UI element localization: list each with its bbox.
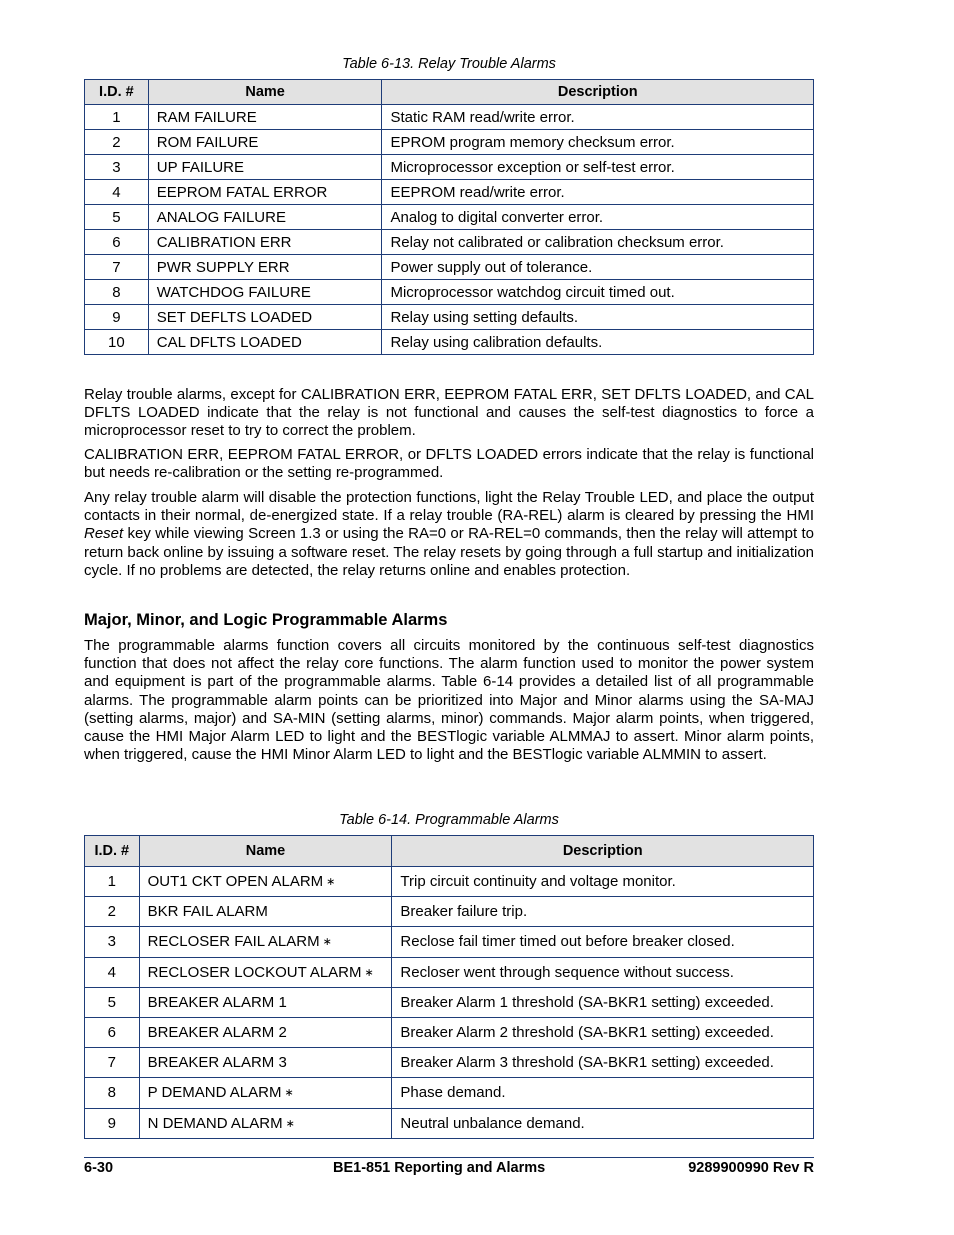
row-name: RAM FAILURE [148, 105, 382, 130]
row-id: 3 [85, 927, 140, 957]
row-id: 4 [85, 180, 149, 205]
row-description: Relay using calibration defaults. [382, 330, 814, 355]
table-row [85, 1078, 814, 1108]
row-id: 10 [85, 330, 149, 355]
alarm-name: OUT1 CKT OPEN ALARM [147, 873, 324, 891]
paragraph-trouble-alarm-behavior [84, 489, 814, 580]
reset-key-label: Reset [84, 525, 124, 543]
row-name [139, 987, 392, 1017]
relay-trouble-alarms-table [84, 79, 814, 355]
header-name: Name [148, 80, 382, 105]
section-heading: Major, Minor, and Logic Programmable Alarms [84, 611, 448, 629]
row-id: 9 [85, 1108, 140, 1138]
row-id: 8 [85, 280, 149, 305]
paragraph-text: key while viewing Screen 1.3 or using the RA=0 or RA-REL=0 commands, then the relay will attempt to return back online by issuing a software reset. The relay resets by going through a full startup and initialization cycle. If no problems are detected, the relay returns online and enables protection. [84, 525, 814, 579]
alarm-name: BREAKER ALARM 1 [147, 993, 287, 1011]
row-description: EPROM program memory checksum error. [382, 130, 814, 155]
paragraph-programmable-alarms: The programmable alarms function covers all circuits monitored by the continuous self-test diagnostics function that does not affect the relay core functions. The alarm function used to monitor the power system and equipment is part of the programmable alarms. Table 6-14 provides a detailed list of all programmable alarms. The programmable alarm points can be prioritized into Major and Minor alarms using the SA-MAJ (setting alarms, major) and SA-MIN (setting alarms, minor) commands. Major alarm points, when triggered, cause the HMI Major Alarm LED to light and the BESTlogic variable ALMMAJ to assert. Minor alarm points, when triggered, cause the HMI Minor Alarm LED to light and the BESTlogic variable ALMMIN to assert. [84, 637, 814, 764]
row-id: 2 [85, 897, 140, 927]
table-row [85, 305, 814, 330]
table-row [85, 1048, 814, 1078]
table-row [85, 330, 814, 355]
alarm-name: BREAKER ALARM 3 [147, 1054, 287, 1072]
table-row [85, 130, 814, 155]
header-id: I.D. # [85, 80, 149, 105]
table-row [85, 927, 814, 957]
row-description: Breaker Alarm 1 threshold (SA-BKR1 setting) exceeded. [392, 987, 814, 1017]
table-6-13-caption: Table 6-13. Relay Trouble Alarms [342, 56, 556, 72]
row-description: Microprocessor watchdog circuit timed out. [382, 280, 814, 305]
table-row [85, 1108, 814, 1138]
header-name: Name [139, 836, 392, 867]
row-id: 6 [85, 230, 149, 255]
table-row [85, 255, 814, 280]
row-name [139, 957, 392, 987]
row-description: Breaker Alarm 3 threshold (SA-BKR1 setting) exceeded. [392, 1048, 814, 1078]
row-name [139, 1048, 392, 1078]
row-description: Static RAM read/write error. [382, 105, 814, 130]
row-description: Phase demand. [392, 1078, 814, 1108]
header-description: Description [392, 836, 814, 867]
table-row [85, 1017, 814, 1047]
table-row [85, 897, 814, 927]
row-description: Relay using setting defaults. [382, 305, 814, 330]
row-name: WATCHDOG FAILURE [148, 280, 382, 305]
table-row [85, 155, 814, 180]
paragraph-functional-errors: CALIBRATION ERR, EEPROM FATAL ERROR, or DFLTS LOADED errors indicate that the relay is functional but needs re-calibration or the setting re-programmed. [84, 446, 814, 482]
row-id: 1 [85, 105, 149, 130]
row-description: Relay not calibrated or calibration checksum error. [382, 230, 814, 255]
row-name: PWR SUPPLY ERR [148, 255, 382, 280]
row-description: Breaker failure trip. [392, 897, 814, 927]
asterisk-marker: ∗ [326, 876, 336, 889]
row-id: 7 [85, 1048, 140, 1078]
row-id: 9 [85, 305, 149, 330]
row-name [139, 897, 392, 927]
row-id: 5 [85, 205, 149, 230]
row-name [139, 927, 392, 957]
programmable-alarms-table [84, 835, 814, 1139]
table-row [85, 230, 814, 255]
alarm-name: RECLOSER FAIL ALARM [147, 933, 320, 951]
row-name: SET DEFLTS LOADED [148, 305, 382, 330]
row-name: ANALOG FAILURE [148, 205, 382, 230]
alarm-name: RECLOSER LOCKOUT ALARM [147, 963, 362, 981]
row-description: Recloser went through sequence without success. [392, 957, 814, 987]
table-header-row [85, 80, 814, 105]
alarm-name: BKR FAIL ALARM [147, 903, 268, 921]
alarm-name: N DEMAND ALARM [147, 1114, 283, 1132]
paragraph-relay-trouble-reset: Relay trouble alarms, except for CALIBRATION ERR, EEPROM FATAL ERR, SET DFLTS LOADED, and CAL DFLTS LOADED indicate that the relay is not functional and causes the self-test diagnostics to force a microprocessor reset to try to correct the problem. [84, 386, 814, 440]
row-id: 1 [85, 867, 140, 897]
footer-divider [84, 1157, 814, 1158]
row-name [139, 867, 392, 897]
asterisk-marker: ∗ [284, 1087, 294, 1100]
table-row [85, 957, 814, 987]
row-description: Trip circuit continuity and voltage monitor. [392, 867, 814, 897]
row-id: 8 [85, 1078, 140, 1108]
header-id: I.D. # [85, 836, 140, 867]
paragraph-text: Any relay trouble alarm will disable the protection functions, light the Relay Trouble LED, and place the output contacts in their normal, de-energized state. If a relay trouble (RA-REL) alarm is cleared by pressing the HMI [84, 489, 814, 525]
row-name [139, 1108, 392, 1138]
row-name: CALIBRATION ERR [148, 230, 382, 255]
row-name: EEPROM FATAL ERROR [148, 180, 382, 205]
row-description: Breaker Alarm 2 threshold (SA-BKR1 setting) exceeded. [392, 1017, 814, 1047]
table-row [85, 205, 814, 230]
row-description: Neutral unbalance demand. [392, 1108, 814, 1138]
row-name [139, 1017, 392, 1047]
row-id: 4 [85, 957, 140, 987]
row-id: 5 [85, 987, 140, 1017]
table-row [85, 987, 814, 1017]
table-row [85, 867, 814, 897]
row-name [139, 1078, 392, 1108]
table-header-row [85, 836, 814, 867]
footer-page-number: 6-30 [84, 1160, 114, 1176]
row-description: Reclose fail timer timed out before breaker closed. [392, 927, 814, 957]
row-name: CAL DFLTS LOADED [148, 330, 382, 355]
row-description: Microprocessor exception or self-test error. [382, 155, 814, 180]
asterisk-marker: ∗ [285, 1117, 295, 1130]
row-id: 7 [85, 255, 149, 280]
table-row [85, 280, 814, 305]
row-description: Analog to digital converter error. [382, 205, 814, 230]
footer-document-number: 9289900990 Rev R [688, 1160, 814, 1176]
table-6-14-caption: Table 6-14. Programmable Alarms [339, 812, 559, 828]
row-id: 2 [85, 130, 149, 155]
row-name: UP FAILURE [148, 155, 382, 180]
row-id: 3 [85, 155, 149, 180]
table-row [85, 105, 814, 130]
row-name: ROM FAILURE [148, 130, 382, 155]
alarm-name: P DEMAND ALARM [147, 1084, 282, 1102]
footer-title: BE1-851 Reporting and Alarms [333, 1160, 546, 1176]
row-description: EEPROM read/write error. [382, 180, 814, 205]
row-id: 6 [85, 1017, 140, 1047]
asterisk-marker: ∗ [322, 936, 332, 949]
table-row [85, 180, 814, 205]
alarm-name: BREAKER ALARM 2 [147, 1024, 287, 1042]
row-description: Power supply out of tolerance. [382, 255, 814, 280]
header-description: Description [382, 80, 814, 105]
asterisk-marker: ∗ [364, 966, 374, 979]
